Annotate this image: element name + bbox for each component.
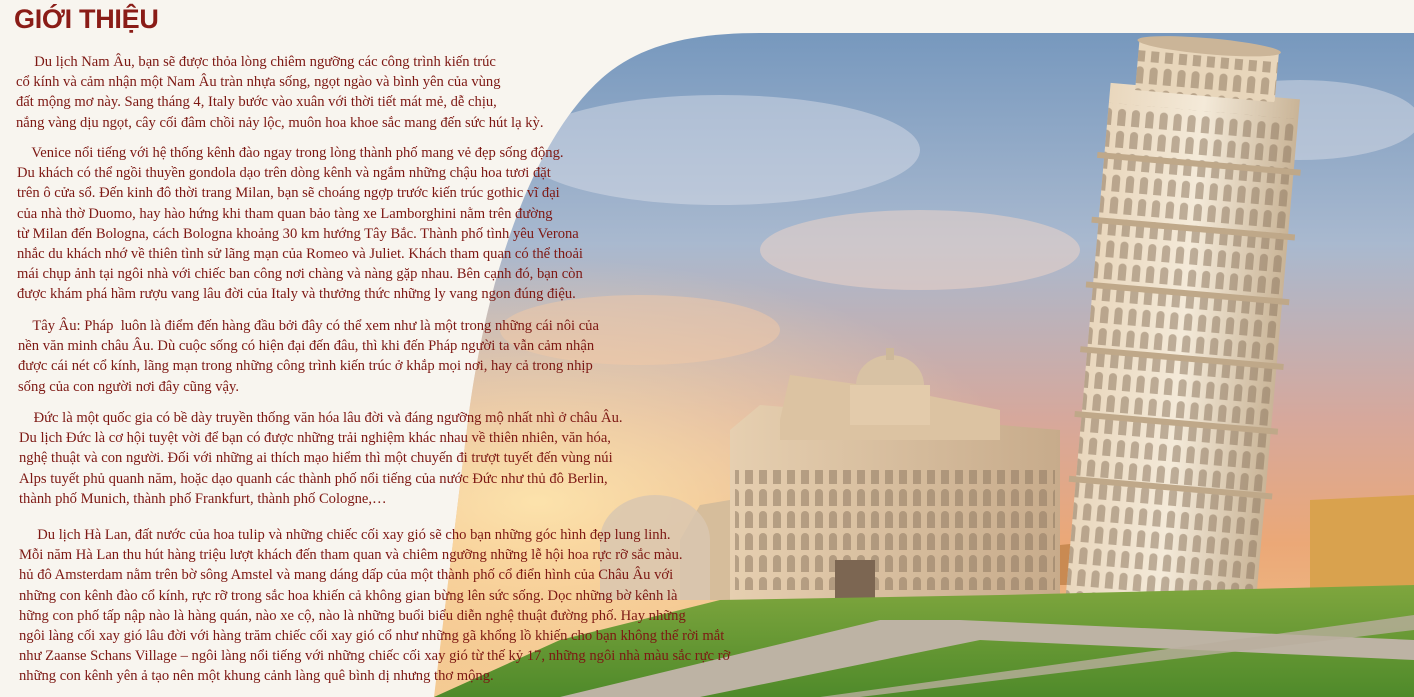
paragraph-france: [18, 316, 599, 397]
text-line: Venice nổi tiếng với hệ thống kênh đào ngay trong lòng thành phố mang vẻ đẹp sống động.: [17, 145, 564, 161]
text-line: được khám phá hầm rượu vang lâu đời của Italy và thưởng thức những ly vang ngon đúng điệu.: [17, 286, 576, 303]
text-line: Đức là một quốc gia có bề dày truyền thống văn hóa lâu đời và đáng ngưỡng mộ nhất nhì ở châu Âu.: [19, 410, 623, 426]
text-line: Mỗi năm Hà Lan thu hút hàng triệu lượt khách đến tham quan và chiêm ngưỡng những lễ hội hoa rực rỡ sắc màu.: [19, 547, 683, 564]
text-line: Du lịch Hà Lan, đất nước của hoa tulip và những chiếc cối xay gió sẽ cho bạn những góc hình đẹp lung linh.: [19, 527, 671, 543]
text-line: nền văn minh châu Âu. Dù cuộc sống có hiện đại đến đâu, thì khi đến Pháp người ta vẫn cảm nhận: [18, 338, 595, 355]
text-line: mái chụp ảnh tại ngôi nhà với chiếc ban công nơi chàng và nàng gặp nhau. Bên cạnh đó, bạn còn: [17, 266, 583, 283]
text-line: cổ kính và cảm nhận một Nam Âu tràn nhựa sống, ngọt ngào và bình yên của vùng: [16, 74, 501, 91]
paragraph-netherlands: [19, 525, 730, 687]
text-line: như Zaanse Schans Village – ngôi làng nổi tiếng với những chiếc cối xay gió từ thế kỷ 17, những ngôi nhà màu sắc rực rỡ: [19, 648, 731, 665]
text-line: trên ô cửa sổ. Đến kinh đô thời trang Milan, bạn sẽ choáng ngợp trước kiến trúc gothic vĩ đại: [17, 185, 560, 202]
text-line: Tây Âu: Pháp luôn là điểm đến hàng đầu bởi đây có thể xem như là một trong những cái nôi của: [18, 318, 599, 334]
text-line: nghệ thuật và con người. Đối với những ai thích mạo hiểm thì một chuyến đi trượt tuyết đến vùng núi: [19, 450, 613, 467]
text-line: nắng vàng dịu ngọt, cây cối đâm chồi nảy lộc, muôn hoa khoe sắc mang đến sức hút lạ kỳ.: [16, 114, 544, 131]
text-line: từ Milan đến Bologna, cách Bologna khoảng 30 km hướng Tây Bắc. Thành phố tình yêu Verona: [17, 225, 579, 242]
text-line: được cái nét cổ kính, lãng mạn trong những công trình kiến trúc ở khắp mọi nơi, hay cả trong nhịp: [18, 358, 593, 375]
text-line: những con kênh đào cổ kính, rực rỡ trong sắc hoa khiến cả không gian bừng lên sức sống. Dọc những bờ kênh là: [19, 587, 678, 604]
text-line: Du lịch Nam Âu, bạn sẽ được thỏa lòng chiêm ngưỡng các công trình kiến trúc: [16, 54, 496, 70]
paragraph-germany: [19, 408, 623, 509]
text-line: thành phố Munich, thành phố Frankfurt, thành phố Cologne,…: [19, 490, 387, 507]
paragraph-southern-europe: [16, 52, 543, 133]
text-line: Du lịch Đức là cơ hội tuyệt vời để bạn có được những trải nghiệm khác nhau về thiên nhiên, văn hóa,: [19, 430, 611, 447]
page-title: GIỚI THIỆU: [14, 4, 159, 34]
text-line: nhắc du khách nhớ về thiên tình sử lãng mạn của Romeo và Juliet. Khách tham quan có thể thoải: [17, 246, 583, 263]
text-line: của nhà thờ Duomo, hay hào hứng khi tham quan bảo tàng xe Lamborghini nằm trên đường: [17, 205, 553, 222]
text-line: những con kênh yên ả tạo nên một khung cảnh làng quê bình dị nhưng thơ mộng.: [19, 668, 494, 685]
text-line: Alps tuyết phủ quanh năm, hoặc dạo quanh các thành phố nổi tiếng của nước Đức như thủ đô Berlin,: [19, 470, 608, 487]
text-line: Du khách có thể ngồi thuyền gondola dạo trên dòng kênh và ngắm những chậu hoa tươi đặt: [17, 165, 551, 182]
text-line: đất mộng mơ này. Sang tháng 4, Italy bước vào xuân với thời tiết mát mẻ, dễ chịu,: [16, 94, 497, 111]
paragraph-italy: [17, 143, 583, 305]
text-line: hững con phố tấp nập nào là hàng quán, nào xe cộ, nào là những buổi biểu diễn nghệ thuật đường phố. Hay những: [19, 607, 686, 624]
text-line: hủ đô Amsterdam nằm trên bờ sông Amstel và mang dáng dấp của một thành phố cổ điển hình của Châu Âu với: [19, 567, 674, 584]
text-line: ngôi làng cối xay gió lâu đời với hàng trăm chiếc cối xay gió cổ như những gã khổng lồ khiến cho bạn không thể rời mắt: [19, 628, 725, 645]
text-line: sống của con người nơi đây cũng vậy.: [18, 378, 239, 395]
